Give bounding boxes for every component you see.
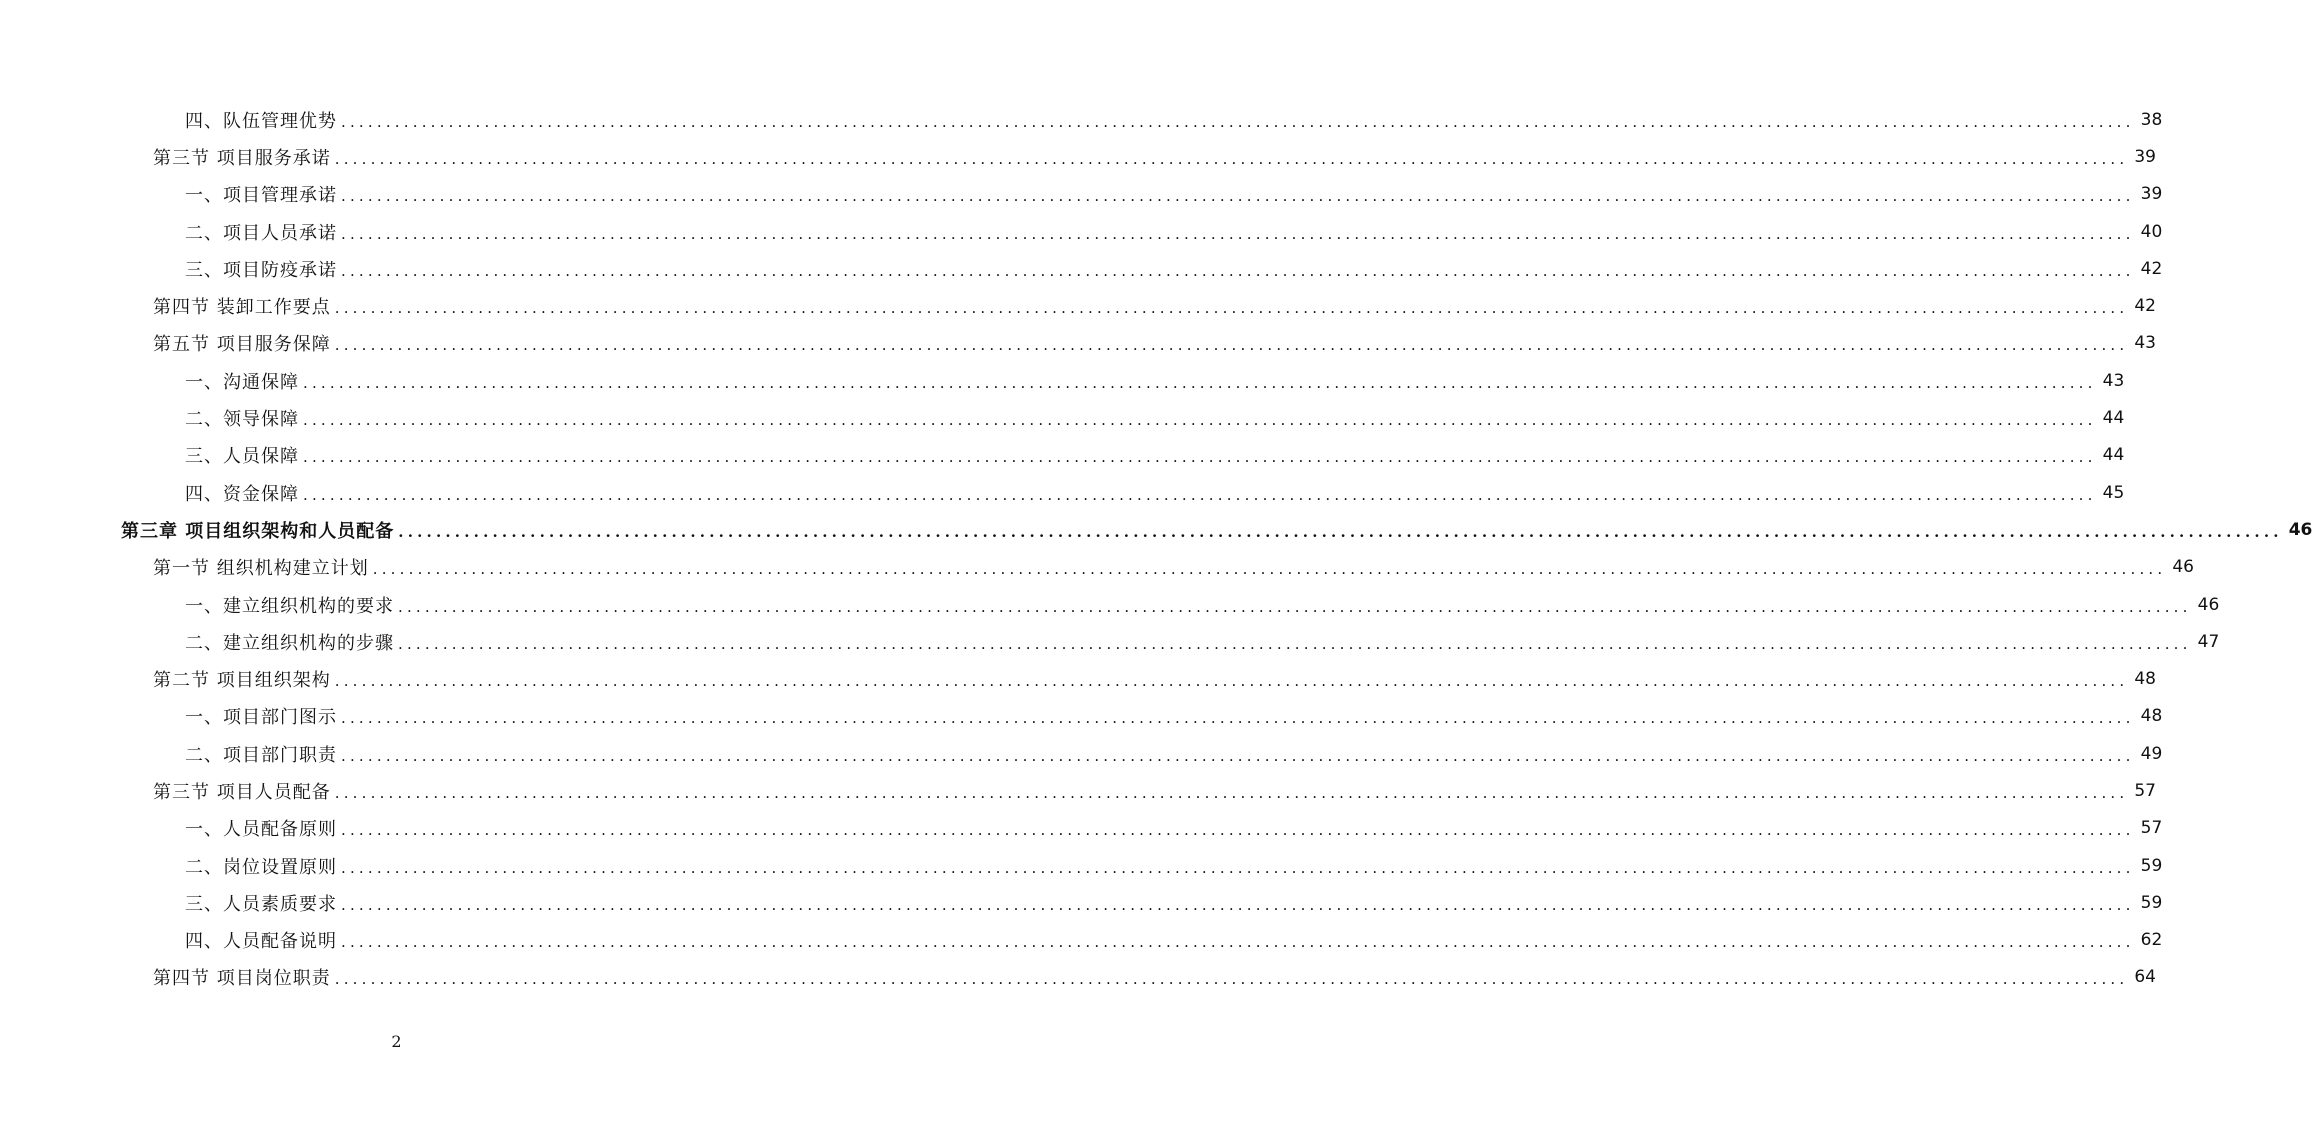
toc-page-number: 40: [2140, 221, 2163, 242]
toc-entry-title: 第四节 装卸工作要点: [153, 297, 331, 319]
toc-subsection-entry[interactable]: [0, 884, 2163, 921]
toc-entry-title: 第五节 项目服务保障: [153, 334, 331, 356]
toc-dot-leader: ........................................................................................................................................................................................................: [303, 373, 2097, 392]
toc-dot-leader: ........................................................................................................................................................................................................: [334, 299, 2129, 318]
toc-dot-leader: ........................................................................................................................................................................................................: [334, 336, 2129, 355]
toc-page-number: 45: [2102, 482, 2125, 503]
toc-dot-leader: ........................................................................................................................................................................................................: [398, 522, 2283, 541]
toc-page-number: 62: [2140, 930, 2163, 951]
toc-dot-leader: ........................................................................................................................................................................................................: [372, 560, 2167, 579]
toc-page-number: 48: [2134, 669, 2156, 690]
toc-entry-title: 二、项目人员承诺: [185, 222, 337, 244]
toc-page-number: 57: [2134, 780, 2156, 801]
toc-subsection-entry[interactable]: [0, 362, 2125, 399]
toc-page-number: 43: [2134, 333, 2156, 354]
toc-page-number: 64: [2134, 967, 2156, 988]
toc-dot-leader: ........................................................................................................................................................................................................: [334, 672, 2129, 691]
toc-dot-leader: ........................................................................................................................................................................................................: [334, 783, 2129, 802]
toc-page-number: 57: [2140, 818, 2163, 839]
toc-entry-title: 第一节 组织机构建立计划: [153, 558, 369, 580]
toc-subsection-entry[interactable]: [0, 213, 2163, 250]
toc-chapter-entry[interactable]: [0, 511, 2312, 548]
toc-page-number: 42: [2140, 258, 2163, 279]
toc-dot-leader: ........................................................................................................................................................................................................: [303, 411, 2097, 430]
toc-dot-leader: ........................................................................................................................................................................................................: [303, 485, 2097, 504]
toc-page-number: 43: [2102, 370, 2125, 391]
toc-entry-title: 一、人员配备原则: [185, 819, 337, 841]
toc-page-number: 39: [2140, 184, 2163, 205]
toc-dot-leader: ........................................................................................................................................................................................................: [341, 933, 2135, 952]
toc-dot-leader: ........................................................................................................................................................................................................: [398, 597, 2192, 616]
toc-entry-title: 四、资金保障: [185, 483, 299, 505]
toc-page-number: 49: [2140, 743, 2163, 764]
toc-entry-title: 二、项目部门职责: [185, 744, 337, 766]
toc-entry-title: 二、领导保障: [185, 409, 299, 431]
table-of-contents: [0, 101, 2312, 996]
toc-subsection-entry[interactable]: [0, 250, 2163, 287]
toc-entry-title: 三、人员保障: [185, 446, 299, 468]
toc-section-entry[interactable]: [0, 138, 2156, 175]
toc-page-number: 38: [2140, 109, 2163, 130]
toc-entry-title: 一、沟通保障: [185, 371, 299, 393]
toc-entry-title: 第四节 项目岗位职责: [153, 968, 331, 990]
toc-page-number: 48: [2140, 706, 2163, 727]
toc-subsection-entry[interactable]: [0, 847, 2163, 884]
toc-entry-title: 第三节 项目服务承诺: [153, 147, 331, 169]
toc-subsection-entry[interactable]: [0, 399, 2125, 436]
toc-page-number: 39: [2134, 146, 2156, 167]
toc-dot-leader: ........................................................................................................................................................................................................: [341, 112, 2135, 131]
toc-page-number: 59: [2140, 892, 2163, 913]
toc-section-entry[interactable]: [0, 959, 2156, 996]
toc-subsection-entry[interactable]: [0, 922, 2163, 959]
toc-entry-title: 三、人员素质要求: [185, 893, 337, 915]
toc-page-number: 44: [2102, 408, 2125, 429]
toc-section-entry[interactable]: [0, 772, 2156, 809]
toc-entry-title: 三、项目防疫承诺: [185, 259, 337, 281]
toc-entry-title: 第三节 项目人员配备: [153, 781, 331, 803]
toc-section-entry[interactable]: [0, 325, 2156, 362]
toc-entry-title: 一、项目部门图示: [185, 707, 337, 729]
toc-dot-leader: ........................................................................................................................................................................................................: [303, 448, 2097, 467]
toc-page-number: 59: [2140, 855, 2163, 876]
toc-subsection-entry[interactable]: [0, 698, 2163, 735]
toc-dot-leader: ........................................................................................................................................................................................................: [334, 970, 2129, 989]
toc-dot-leader: ........................................................................................................................................................................................................: [334, 149, 2129, 168]
toc-subsection-entry[interactable]: [0, 176, 2163, 213]
toc-subsection-entry[interactable]: [0, 101, 2163, 138]
toc-section-entry[interactable]: [0, 549, 2194, 586]
toc-subsection-entry[interactable]: [0, 623, 2220, 660]
toc-subsection-entry[interactable]: [0, 586, 2220, 623]
toc-entry-title: 四、人员配备说明: [185, 931, 337, 953]
toc-section-entry[interactable]: [0, 287, 2156, 324]
toc-page-number: 46: [2197, 594, 2220, 615]
toc-entry-title: 二、建立组织机构的步骤: [185, 632, 394, 654]
toc-entry-title: 第二节 项目组织架构: [153, 670, 331, 692]
toc-dot-leader: ........................................................................................................................................................................................................: [341, 821, 2135, 840]
toc-dot-leader: ........................................................................................................................................................................................................: [341, 261, 2135, 280]
toc-page-number: 46: [2172, 557, 2194, 578]
toc-entry-title: 四、队伍管理优势: [185, 110, 337, 132]
toc-dot-leader: ........................................................................................................................................................................................................: [341, 709, 2135, 728]
toc-entry-title: 二、岗位设置原则: [185, 856, 337, 878]
toc-entry-title: 一、项目管理承诺: [185, 185, 337, 207]
toc-subsection-entry[interactable]: [0, 437, 2125, 474]
toc-dot-leader: ........................................................................................................................................................................................................: [341, 858, 2135, 877]
toc-page-number: 42: [2134, 296, 2156, 317]
toc-dot-leader: ........................................................................................................................................................................................................: [341, 746, 2135, 765]
toc-entry-title: 一、建立组织机构的要求: [185, 595, 394, 617]
toc-subsection-entry[interactable]: [0, 735, 2163, 772]
toc-dot-leader: ........................................................................................................................................................................................................: [341, 895, 2135, 914]
toc-dot-leader: ........................................................................................................................................................................................................: [341, 187, 2135, 206]
toc-subsection-entry[interactable]: [0, 474, 2125, 511]
footer-page-number: 2: [391, 1032, 402, 1051]
toc-dot-leader: ........................................................................................................................................................................................................: [398, 634, 2192, 653]
toc-section-entry[interactable]: [0, 660, 2156, 697]
toc-entry-title: 第三章 项目组织架构和人员配备: [121, 520, 395, 542]
toc-subsection-entry[interactable]: [0, 810, 2163, 847]
toc-dot-leader: ........................................................................................................................................................................................................: [341, 224, 2135, 243]
toc-page-number: 46: [2288, 519, 2312, 540]
toc-page-number: 44: [2102, 445, 2125, 466]
toc-page-number: 47: [2197, 631, 2220, 652]
